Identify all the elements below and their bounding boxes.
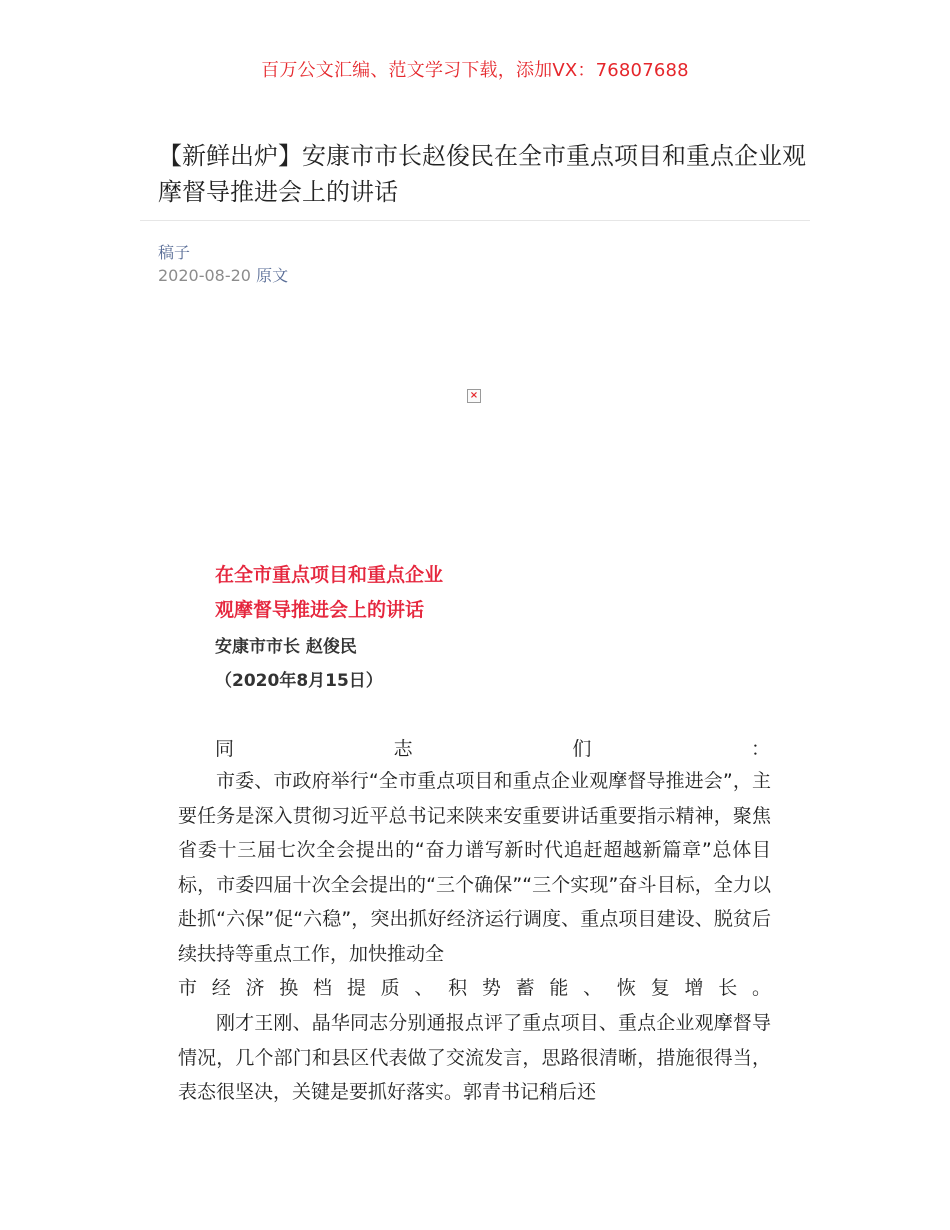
speech-date: （2020年8月15日） [215, 671, 383, 691]
article-meta [158, 263, 288, 286]
speaker-line: 安康市市长 赵俊民 [215, 637, 357, 657]
paragraph-1-tail: 市经济换档提质、积势蓄能、恢复增长。 [178, 977, 771, 999]
article-title: 【新鲜出炉】安康市市长赵俊民在全市重点项目和重点企业观摩督导推进会上的讲话 [158, 142, 806, 206]
paragraph-1 [178, 764, 771, 1006]
speech-heading-line1: 在全市重点项目和重点企业 [215, 564, 444, 586]
broken-image-glyph: × [469, 390, 479, 401]
author-name[interactable]: 稿子 [158, 243, 191, 262]
paragraph-1-main: 市委、市政府举行“全市重点项目和重点企业观摩督导推进会”，主要任务是深入贯彻习近平总书记来陕来安重要讲话重要指示精神，聚焦省委十三届七次全会提出的“奋力谱写新时代追赶超越新篇章”总体目标，市委四届十次全会提出的“三个确保”“三个实现”奋斗目标，全力以赴抓“六保”促“六稳”，突出抓好经济运行调度、重点项目建设、脱贫后续扶持等重点工作，加快推动全 [178, 770, 771, 965]
salutation-char: 志 [393, 738, 413, 760]
salutation [215, 734, 770, 761]
promo-banner: 百万公文汇编、范文学习下载，添加VX：76807688 [261, 60, 689, 81]
paragraph-2: 刚才王刚、晶华同志分别通报点评了重点项目、重点企业观摩督导情况，几个部门和县区代表做了交流发言，思路很清晰，措施很得当，表态很坚决，关键是要抓好落实。郭青书记稍后还 [178, 1012, 771, 1103]
publish-date: 2020-08-20 [158, 266, 251, 285]
source-link[interactable]: 原文 [256, 266, 289, 285]
salutation-char: 们 [572, 738, 592, 760]
title-divider [140, 220, 810, 221]
speech-heading-line2: 观摩督导推进会上的讲话 [215, 599, 425, 621]
salutation-char: 同 [215, 738, 235, 760]
broken-image-icon [467, 389, 481, 403]
salutation-char: ： [750, 738, 770, 760]
